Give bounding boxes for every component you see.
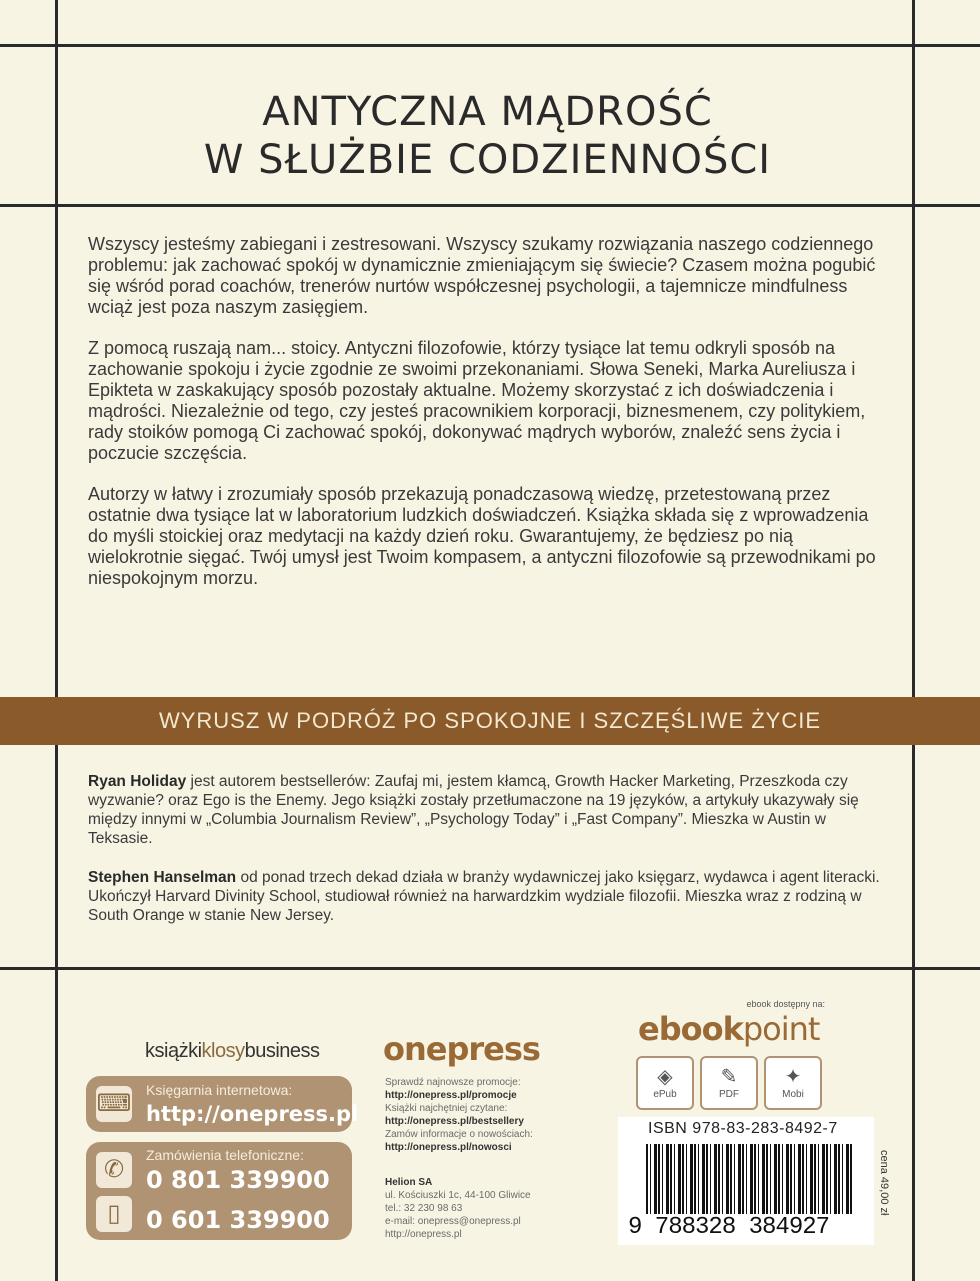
info-label: Książki najchętniej czytane: [385,1103,508,1114]
phone-icon: ✆ [96,1152,132,1188]
grid-line-left [55,0,58,1281]
author-name: Ryan Holiday [88,773,187,790]
info-label: Zamów informacje o nowościach: [385,1129,533,1140]
price-text: cena 49,00 zł [878,1150,890,1216]
shop-link-box[interactable] [86,1076,359,1132]
phone-number[interactable]: 0 801 339900 [146,1166,330,1194]
series-logo-part: business [244,1040,320,1062]
series-logo-part: książki [145,1040,202,1062]
description-paragraph: Z pomocą ruszają nam... stoicy. Antyczni filozofowie, którzy tysiące lat temu odkryli sposób na zachowanie spokoju i życie zgodnie ze swoimi przekonaniami. Słowa Seneki, Marka Aureliusza i Epikteta w zaskakujący sposób pozostały aktualne. Możemy skorzystać z ich doświadczenia i mądrości. Niezależnie od tego, czy jesteś pracownikiem korporacji, biznesmenem, czy politykiem, rady stoików pomogą Ci zachować spokój, dokonywać mądrych wyborów, znaleźć sens życia i poczucie szczęścia. [88,338,866,463]
info-link[interactable]: http://onepress.pl/bestsellery [385,1116,524,1127]
ebook-note: ebook dostępny na: [746,999,825,1009]
isbn-text: ISBN 978-83-283-8492-7 [648,1120,838,1137]
tagline-banner: WYRUSZ W PODRÓŻ PO SPOKOJNE I SZCZĘŚLIWE ŻYCIE [0,697,980,745]
publisher-address [385,1176,531,1241]
onepress-links [385,1076,533,1154]
grid-line-top [0,44,980,47]
address-line: ul. Kościuszki 1c, 44-100 Gliwice [385,1190,531,1201]
mobi-icon: ✦ Mobi [764,1056,822,1110]
series-logo-part: klosy [201,1040,245,1062]
info-link[interactable]: http://onepress.pl/promocje [385,1090,517,1101]
phone-number[interactable]: 0 601 339900 [146,1206,330,1234]
address-line[interactable]: http://onepress.pl [385,1229,462,1240]
author-bio-text: od ponad trzech dekad działa w branży wydawniczej jako księgarz, wydawca i agent literacki. Ukończył Harvard Divinity School, studiował również na harwardzkim wydziale filozofii. Mieszka wraz z rodziną w South Orange w stanie New Jersey. [88,869,880,924]
phone-box [86,1142,352,1240]
author-bio [88,772,888,848]
logo-part: ebook [638,1010,743,1048]
author-name: Stephen Hanselman [88,869,237,886]
logo-part: point [742,1010,820,1048]
title-line-1: ANTYCZNA MĄDROŚĆ [262,89,713,135]
title-line-2: W SŁUŻBIE CODZIENNOŚCI [203,137,772,183]
barcode [646,1144,854,1214]
description-paragraph: Wszyscy jesteśmy zabiegani i zestresowani. Wszyscy szukamy rozwiązania naszego codziennego problemu: jak zachować spokój w dynamicznie zmieniającym się świecie? Czasem można pogubić się wśród porad coachów, trenerów nurtów współczesnej psychologii, a tajemnicze mindfulness wciąż jest poza naszym zasięgiem. [88,234,876,317]
grid-line-right [912,0,915,1281]
mobile-icon: ▯ [96,1196,132,1232]
grid-line-bio-bottom [0,967,980,970]
author-bio-text: jest autorem bestsellerów: Zaufaj mi, jestem kłamcą, Growth Hacker Marketing, Przeszkoda czy wyzwanie? oraz Ego is the Enemy. Jego książki zostały przetłumaczone na 19 języków, a artykuły ukazywały się między innymi w „Columbia Journalism Review”, „Psychology Today” i „Fast Company”. Mieszka w Austin w Teksasie. [88,773,859,847]
ebookpoint-logo [638,1010,819,1048]
format-label: PDF [719,1089,739,1100]
info-label: Sprawdź najnowsze promocje: [385,1077,521,1088]
pdf-icon: ✎ PDF [700,1056,758,1110]
series-logo [145,1040,320,1063]
address-line: tel.: 32 230 98 63 [385,1203,463,1214]
description [88,234,878,609]
format-label: Mobi [782,1089,804,1100]
company-name: Helion SA [385,1177,433,1188]
grid-line-title-bottom [0,204,980,207]
info-link[interactable]: http://onepress.pl/nowosci [385,1142,512,1153]
shop-url[interactable]: http://onepress.pl [146,1102,359,1126]
onepress-logo: onepress [383,1030,540,1068]
phone-label: Zamówienia telefoniczne: [146,1147,304,1163]
barcode-digits: 9 788328 384927 [628,1214,830,1241]
epub-icon: ◈ ePub [636,1056,694,1110]
cursor-icon: ⌨ [96,1086,132,1122]
page-title [60,88,915,184]
format-label: ePub [653,1089,677,1100]
description-paragraph: Autorzy w łatwy i zrozumiały sposób przekazują ponadczasową wiedzę, przetestowaną przez ostatnie dwa tysiące lat w laboratorium ludzkich doświadczeń. Książka składa się z wprowadzenia do myśli stoickiej oraz medytacji na każdy dzień roku. Gwarantujemy, że będziesz po nią wielokrotnie sięgać. Twój umysł jest Twoim kompasem, a antyczni filozofowie są przewodnikami po niespokojnym morzu. [88,484,876,588]
address-line[interactable]: e-mail: onepress@onepress.pl [385,1216,521,1227]
author-bio [88,868,888,925]
shop-label: Księgarnia internetowa: [146,1082,293,1098]
